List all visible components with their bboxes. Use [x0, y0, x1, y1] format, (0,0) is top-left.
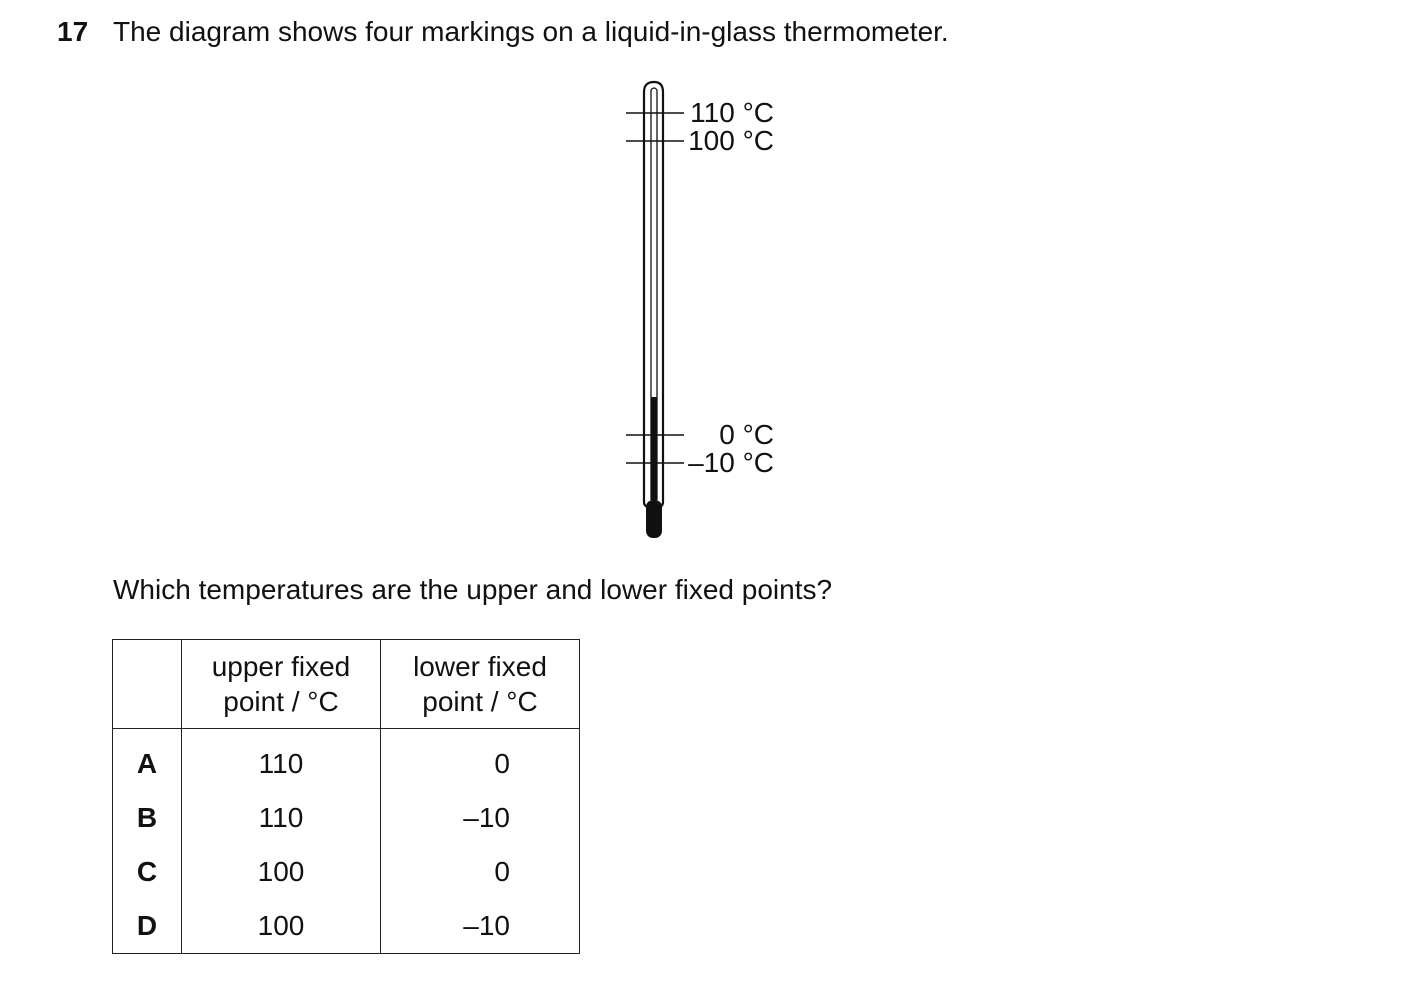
option-letter[interactable]: C — [113, 845, 182, 899]
option-letter[interactable]: B — [113, 791, 182, 845]
marking-label: 110 °C — [690, 97, 774, 128]
liquid-column — [652, 397, 657, 502]
lower-value: 0 — [494, 748, 510, 779]
upper-value: 110 — [182, 791, 381, 845]
question-number: 17 — [57, 16, 89, 47]
table-row[interactable] — [113, 899, 580, 954]
upper-value: 100 — [182, 845, 381, 899]
lower-value-cell — [381, 729, 580, 792]
lower-value-cell — [381, 791, 580, 845]
header-blank-cell — [113, 640, 182, 729]
table-row[interactable] — [113, 791, 580, 845]
marking-label: 100 °C — [688, 125, 774, 156]
lower-value: –10 — [463, 910, 510, 941]
question-stem: The diagram shows four markings on a liquid-in-glass thermometer. — [113, 16, 949, 47]
upper-value: 110 — [182, 729, 381, 792]
header-lower-fixed-point — [381, 640, 580, 729]
header-upper-fixed-point — [182, 640, 381, 729]
answer-options-table — [112, 639, 580, 954]
table-header-row — [113, 640, 580, 729]
question-prompt: Which temperatures are the upper and lower fixed points? — [113, 574, 833, 605]
lower-value-cell — [381, 899, 580, 954]
option-letter[interactable]: A — [113, 729, 182, 792]
table-row[interactable] — [113, 845, 580, 899]
header-lower-line2: point / °C — [422, 686, 538, 717]
header-lower-line1: lower fixed — [413, 651, 547, 682]
header-upper-line2: point / °C — [223, 686, 339, 717]
option-letter[interactable]: D — [113, 899, 182, 954]
upper-value: 100 — [182, 899, 381, 954]
thermometer-bulb — [646, 500, 662, 538]
header-upper-line1: upper fixed — [211, 651, 351, 682]
thermometer-diagram — [600, 70, 860, 560]
lower-value: 0 — [494, 856, 510, 887]
marking-label: –10 °C — [688, 447, 774, 478]
lower-value: –10 — [463, 802, 510, 833]
lower-value-cell — [381, 845, 580, 899]
table-row[interactable] — [113, 729, 580, 792]
marking-label: 0 °C — [719, 419, 774, 450]
